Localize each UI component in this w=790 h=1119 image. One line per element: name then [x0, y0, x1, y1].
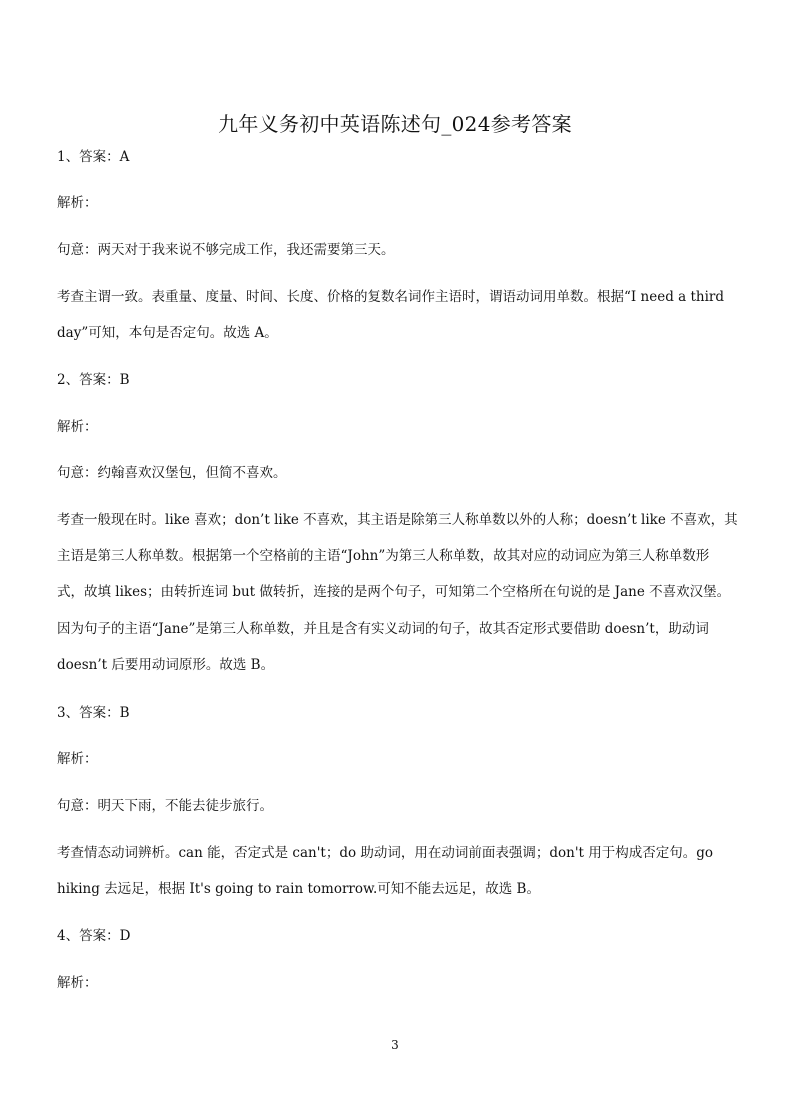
explanation-line: 主语是第三人称单数。根据第一个空格前的主语“John”为第三人称单数，故其对应的动词应为第三人称单数形: [57, 548, 710, 564]
explanation-line: 式，故填 likes；由转折连词 but 做转折，连接的是两个句子，可知第二个空格所在句说的是 Jane 不喜欢汉堡。: [57, 584, 731, 600]
answer-line: 2、答案：B: [57, 372, 130, 388]
explanation-line: 因为句子的主语“Jane”是第三人称单数，并且是含有实义动词的句子，故其否定形式要借助 doesn’t，助动词: [57, 621, 709, 637]
explanation-line: doesn’t 后要用动词原形。故选 B。: [57, 657, 275, 673]
explanation-line: hiking 去远足，根据 It's going to rain tomorrow.可知不能去远足，故选 B。: [57, 881, 540, 897]
explanation-line: 考查一般现在时。like 喜欢；don’t like 不喜欢，其主语是除第三人称单数以外的人称；doesn’t like 不喜欢，其: [57, 512, 738, 528]
answer-line: 3、答案：B: [57, 705, 130, 721]
explanation-line: 考查情态动词辨析。can 能，否定式是 can't；do 助动词，用在动词前面表强调；don't 用于构成否定句。go: [57, 845, 714, 861]
document-title: 九年义务初中英语陈述句_024参考答案: [218, 112, 572, 136]
analysis-label: 解析：: [57, 751, 98, 767]
page-number: 3: [391, 1038, 399, 1052]
sentence-meaning: 句意：约翰喜欢汉堡包，但简不喜欢。: [57, 465, 287, 481]
explanation-line: day”可知，本句是否定句。故选 A。: [57, 325, 278, 341]
analysis-label: 解析：: [57, 975, 98, 991]
sentence-meaning: 句意：明天下雨，不能去徒步旅行。: [57, 798, 273, 814]
answer-line: 1、答案：A: [57, 149, 130, 165]
answer-line: 4、答案：D: [57, 928, 131, 944]
explanation-line: 考查主谓一致。表重量、度量、时间、长度、价格的复数名词作主语时，谓语动词用单数。根据“I need a third: [57, 289, 725, 305]
sentence-meaning: 句意：两天对于我来说不够完成工作，我还需要第三天。: [57, 242, 395, 258]
analysis-label: 解析：: [57, 419, 98, 435]
analysis-label: 解析：: [57, 195, 98, 211]
